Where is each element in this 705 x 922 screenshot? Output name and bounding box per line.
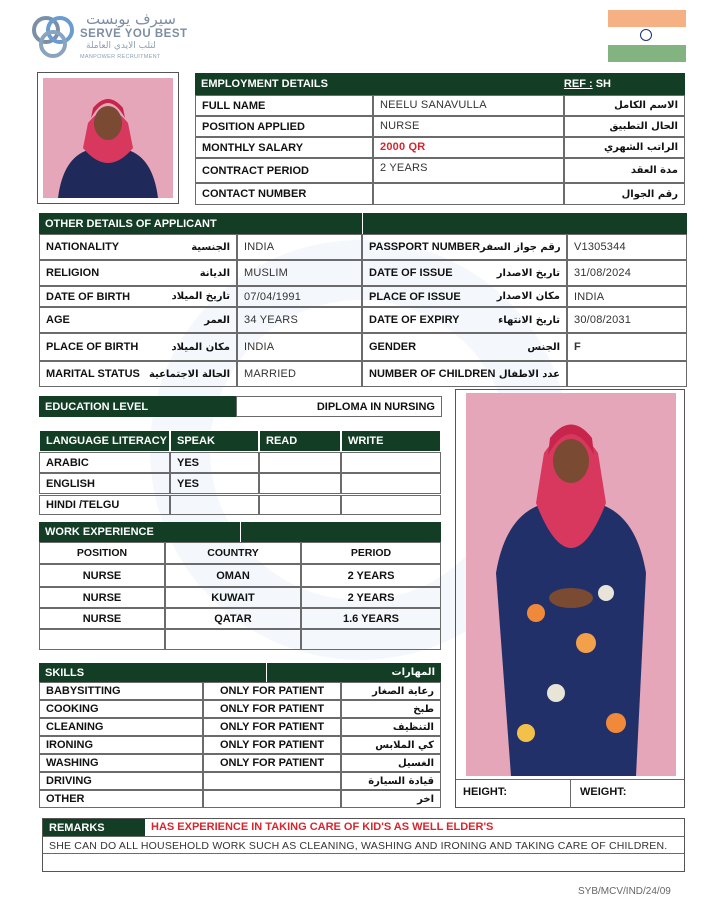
other-left-value: INDIA [237, 333, 362, 361]
ref-value: SH [595, 78, 611, 90]
employment-field-arabic: مدة العقد [564, 158, 685, 183]
skill-name: WASHING [39, 754, 203, 772]
other-right-label: GENDER الجنس [362, 333, 567, 361]
remarks-text: SHE CAN DO ALL HOUSEHOLD WORK SUCH AS CLEANING, WASHING AND IRONING AND TAKING CARE OF CHILDREN. [49, 840, 668, 852]
work-cell [165, 629, 301, 650]
work-cell: 2 YEARS [301, 587, 441, 608]
other-right-label: DATE OF ISSUE تاريخ الاصدار [362, 260, 567, 286]
skill-arabic: الغسيل [341, 754, 441, 772]
work-cell [301, 629, 441, 650]
work-header: COUNTRY [165, 542, 301, 564]
person-photo-icon [43, 78, 173, 198]
other-left-value: INDIA [237, 234, 362, 260]
language-cell [341, 495, 441, 515]
logo-tagline: MANPOWER RECRUITMENT [80, 54, 161, 60]
skill-name: CLEANING [39, 718, 203, 736]
skills-header [39, 663, 441, 682]
employment-field-value [373, 183, 564, 205]
language-cell [259, 495, 341, 515]
skill-level: ONLY FOR PATIENT [203, 754, 341, 772]
skill-level: ONLY FOR PATIENT [203, 700, 341, 718]
work-cell: NURSE [39, 587, 165, 608]
other-left-label: MARITAL STATUS الحالة الاجتماعية [39, 361, 237, 387]
remarks-highlight: HAS EXPERIENCE IN TAKING CARE OF KID'S AS WELL ELDER'S [151, 821, 494, 833]
employment-field-label: POSITION APPLIED [195, 116, 373, 137]
other-right-value: V1305344 [567, 234, 687, 260]
language-header: SPEAK [170, 430, 259, 452]
language-cell [259, 452, 341, 473]
education-value: DIPLOMA IN NURSING [236, 396, 442, 417]
language-cell: ARABIC [39, 452, 170, 473]
employment-field-label: CONTRACT PERIOD [195, 158, 373, 183]
skill-level: ONLY FOR PATIENT [203, 682, 341, 700]
other-right-value: F [567, 333, 687, 361]
language-cell: YES [170, 452, 259, 473]
work-cell: OMAN [165, 564, 301, 587]
employment-field-value: 2 YEARS [373, 158, 564, 183]
other-right-value: INDIA [567, 286, 687, 307]
skill-level: ONLY FOR PATIENT [203, 718, 341, 736]
work-cell: NURSE [39, 564, 165, 587]
work-cell: KUWAIT [165, 587, 301, 608]
language-cell: HINDI /TELGU [39, 495, 170, 515]
language-cell [341, 473, 441, 494]
skill-arabic: قيادة السيارة [341, 772, 441, 790]
applicant-photo-small [37, 72, 179, 204]
skill-name: IRONING [39, 736, 203, 754]
employment-details-header [195, 73, 685, 95]
skill-arabic: رعاية الصغار [341, 682, 441, 700]
work-cell [39, 629, 165, 650]
weight-label: WEIGHT: [580, 786, 627, 798]
employment-field-label: MONTHLY SALARY [195, 137, 373, 158]
language-header: READ [259, 430, 341, 452]
skill-name: BABYSITTING [39, 682, 203, 700]
other-details-header [39, 213, 687, 234]
skills-title-arabic: المهارات [391, 667, 435, 678]
other-left-value: 34 YEARS [237, 307, 362, 333]
other-left-label: PLACE OF BIRTH مكان الميلاد [39, 333, 237, 361]
skill-arabic: طبخ [341, 700, 441, 718]
other-right-label: PLACE OF ISSUE مكان الاصدار [362, 286, 567, 307]
work-experience-header: WORK EXPERIENCE [39, 522, 441, 542]
employment-field-arabic: رقم الجوال [564, 183, 685, 205]
other-right-label: DATE OF EXPIRY تاريخ الانتهاء [362, 307, 567, 333]
other-left-label: AGE العمر [39, 307, 237, 333]
other-details-title: OTHER DETAILS OF APPLICANT [45, 217, 217, 230]
other-left-value: MUSLIM [237, 260, 362, 286]
skill-level [203, 790, 341, 808]
language-header: WRITE [341, 430, 441, 452]
language-cell [341, 452, 441, 473]
skills-title: SKILLS [45, 666, 85, 679]
work-cell: NURSE [39, 608, 165, 629]
person-full-photo-icon [466, 393, 676, 776]
skill-level: ONLY FOR PATIENT [203, 736, 341, 754]
skill-arabic: اخر [341, 790, 441, 808]
language-cell [259, 473, 341, 494]
skill-level [203, 772, 341, 790]
skill-name: COOKING [39, 700, 203, 718]
logo-arabic-sub: لتلب الايدي العاملة [86, 41, 156, 51]
employment-field-arabic: الحال التطبيق [564, 116, 685, 137]
logo-name: SERVE YOU BEST [80, 28, 188, 40]
height-label: HEIGHT: [463, 786, 507, 798]
logo-arabic: سيرف يوبست [86, 10, 176, 28]
work-header: PERIOD [301, 542, 441, 564]
other-left-value: MARRIED [237, 361, 362, 387]
employment-field-label: CONTACT NUMBER [195, 183, 373, 205]
logo-mark-icon [30, 12, 78, 62]
applicant-photo-large [455, 389, 685, 808]
other-left-label: DATE OF BIRTH تاريخ الميلاد [39, 286, 237, 307]
other-right-label: NUMBER OF CHILDREN عدد الاطفال [362, 361, 567, 387]
other-right-label: PASSPORT NUMBER رقم جواز السفر [362, 234, 567, 260]
language-cell: YES [170, 473, 259, 494]
work-cell: QATAR [165, 608, 301, 629]
chakra-icon [640, 29, 652, 41]
company-logo [30, 10, 190, 65]
other-right-value [567, 361, 687, 387]
skill-name: DRIVING [39, 772, 203, 790]
remarks-label: REMARKS [43, 819, 145, 836]
ref-label: REF : SH [563, 78, 611, 90]
employment-details-title: EMPLOYMENT DETAILS [201, 78, 328, 90]
language-header: LANGUAGE LITERACY [39, 430, 170, 452]
footer-code: SYB/MCV/IND/24/09 [578, 886, 671, 897]
employment-field-value: NEELU SANAVULLA [373, 95, 564, 116]
employment-field-arabic: الراتب الشهري [564, 137, 685, 158]
other-right-value: 31/08/2024 [567, 260, 687, 286]
employment-field-arabic: الاسم الكامل [564, 95, 685, 116]
other-left-label: NATIONALITY الجنسية [39, 234, 237, 260]
skill-arabic: التنظيف [341, 718, 441, 736]
language-cell [170, 495, 259, 515]
other-right-value: 30/08/2031 [567, 307, 687, 333]
education-label: EDUCATION LEVEL [39, 396, 236, 417]
work-cell: 2 YEARS [301, 564, 441, 587]
work-header: POSITION [39, 542, 165, 564]
skill-arabic: كي الملابس [341, 736, 441, 754]
india-flag [608, 10, 686, 62]
work-cell: 1.6 YEARS [301, 608, 441, 629]
skill-name: OTHER [39, 790, 203, 808]
other-left-value: 07/04/1991 [237, 286, 362, 307]
employment-field-value: NURSE [373, 116, 564, 137]
language-cell: ENGLISH [39, 473, 170, 494]
employment-field-value: 2000 QR [373, 137, 564, 158]
other-left-label: RELIGION الديانة [39, 260, 237, 286]
employment-field-label: FULL NAME [195, 95, 373, 116]
